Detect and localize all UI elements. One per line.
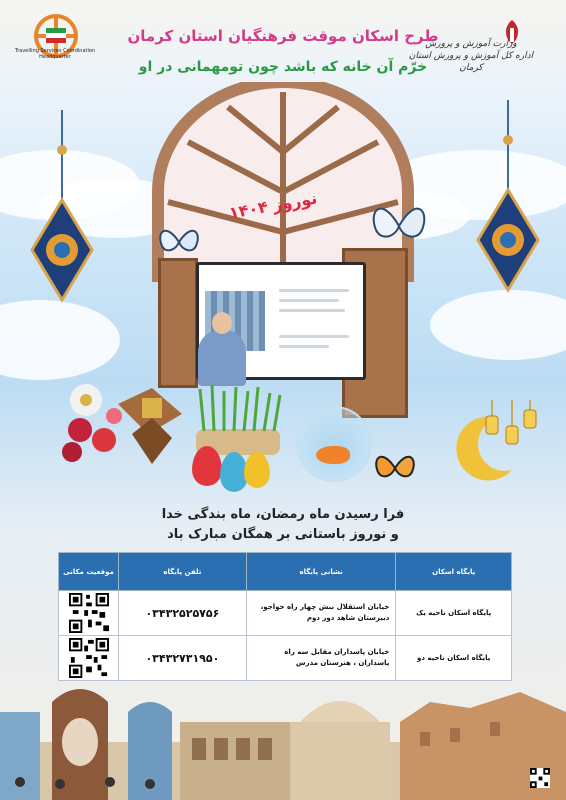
station-address: خیابان استقلال نبش چهار راه خواجو، دبیرستان شاهد دور دوم [246, 591, 396, 636]
header-phone: تلفن پایگاه [119, 553, 247, 591]
cloud [0, 300, 120, 380]
ornament-left-icon [22, 110, 102, 310]
butterfly-icon [156, 222, 202, 262]
sabzeh-icon [190, 385, 286, 455]
man-figure [198, 330, 246, 386]
ministry-line-2: اداره کل آموزش و پرورش استان کرمان [408, 51, 534, 73]
kerman-landmarks-illustration [0, 682, 566, 800]
ministry-logo-text [406, 38, 536, 74]
station-name: پایگاه اسکان ناحیه دو [396, 636, 512, 681]
station-phone: ۰۳۴۳۲۷۳۱۹۵۰ [119, 636, 247, 681]
qr-code-icon[interactable] [69, 593, 109, 633]
screen-line [279, 289, 349, 292]
greeting-text [0, 505, 566, 545]
screen-line [279, 335, 349, 338]
fishbowl [296, 406, 372, 482]
header-station: پایگاه اسکان [396, 553, 512, 591]
butterfly-icon [368, 196, 430, 256]
quran-book-icon [112, 384, 188, 468]
location-cell [59, 636, 119, 681]
man-head [212, 312, 232, 334]
header-location: موقعیت مکانی [59, 553, 119, 591]
screen-line [279, 299, 339, 302]
table-row [59, 591, 512, 636]
painted-egg [192, 446, 222, 486]
goldfish-icon [316, 446, 350, 464]
cloud [430, 290, 566, 360]
qr-code-icon[interactable] [530, 768, 550, 788]
stations-table-grid [58, 552, 512, 681]
page-subtitle: خرّم آن خانه که باشد چون تومهمانی در او [138, 59, 428, 75]
ornament-right-icon [468, 100, 548, 300]
header-address: نشانی پایگاه [246, 553, 396, 591]
location-cell [59, 591, 119, 636]
qr-code-icon[interactable] [69, 638, 109, 678]
left-shutter [158, 258, 198, 388]
screen-line [279, 345, 329, 348]
greeting-line-1: فرا رسیدن ماه رمضان، ماه بندگی خدا [161, 507, 405, 522]
greeting-line-2: و نوروز باستانی بر همگان مبارک باد [167, 527, 399, 542]
station-address: خیابان پاسداران مقابل سه راه پاسداران ، هنرستان مدرس [246, 636, 396, 681]
nowruz-label: نوروز ۱۴۰۴ [227, 188, 319, 223]
screen-line [279, 309, 345, 312]
painted-egg [244, 452, 270, 488]
station-phone: ۰۳۴۳۲۵۲۵۷۵۶ [119, 591, 247, 636]
page-title: طرح اسکان موقت فرهنگیان استان کرمان [127, 27, 439, 45]
table-header-row [59, 553, 512, 591]
lantern-icon [480, 400, 540, 470]
stations-table [58, 552, 512, 674]
ministry-line-1: وزارت آموزش و پرورش [425, 39, 517, 49]
coordination-logo-text: Travelling Services Coordination Headquarter [14, 48, 96, 60]
station-name: پایگاه اسکان ناحیه یک [396, 591, 512, 636]
table-row [59, 636, 512, 681]
butterfly-icon [372, 448, 418, 488]
